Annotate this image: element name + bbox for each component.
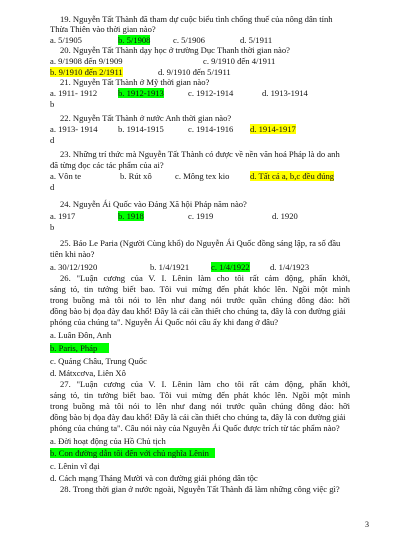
q27-option-d: d. Cách mạng Tháng Mười và con đường giải phóng dân tộc <box>50 473 258 483</box>
q23-answer: d <box>50 182 55 192</box>
q21-option-a: a. 1911- 1912 <box>50 88 98 98</box>
question-26-text-4: đồng bào bị đọa đày đau khổ! Đây là cái cần thiết cho chúng ta, đây là con đường giải <box>50 306 346 316</box>
question-27-text: 27. "Luận cương của V. I. Lênin làm cho tôi rất cảm động, phấn khởi, <box>60 379 350 389</box>
q24-option-c: c. 1919 <box>188 211 214 221</box>
q27-option-b-highlighted: b. Con đường dẫn tôi đến với chủ nghĩa Lênin <box>50 448 215 458</box>
q25-option-a: a. 30/12/1920 <box>50 262 98 272</box>
question-25-text-cont: tiên khi nào? <box>50 249 95 259</box>
question-26-text-5: phóng của chúng ta". Nguyễn Ái Quốc nói câu ấy khi đang ở đâu? <box>50 317 279 327</box>
q23-option-b: b. Rút xô <box>120 171 152 181</box>
q23-option-a: a. Vôn te <box>50 171 82 181</box>
question-26-text-3: trong buồng mà tôi nói to lên như đang nói trước quần chúng đông đảo: hỡi <box>50 295 350 305</box>
q25-option-b: b. 1/4/1921 <box>150 262 190 272</box>
q24-option-b-highlighted: b. 1918 <box>118 211 144 221</box>
q27-option-c: c. Lênin vĩ đại <box>50 461 100 471</box>
q27-option-a: a. Đời hoạt động của Hồ Chủ tịch <box>50 436 166 446</box>
question-19-text-cont: Thừa Thiên vào thời gian nào? <box>50 24 156 34</box>
question-22-text: 22. Nguyễn Tất Thành ở nước Anh thời gian nào? <box>60 113 232 123</box>
q22-option-b: b. 1914-1915 <box>118 124 164 134</box>
q20-option-d: d. 9/1910 đến 5/1911 <box>158 67 231 77</box>
question-19-text: 19. Nguyễn Tất Thành đã tham dự cuộc biểu tình chống thuế của nông dân tỉnh <box>60 14 333 24</box>
q20-option-a: a. 9/1908 đến 9/1909 <box>50 56 123 66</box>
q20-option-c: c. 9/1910 đến 4/1911 <box>203 56 276 66</box>
q22-option-a: a. 1913- 1914 <box>50 124 98 134</box>
q24-option-a: a. 1917 <box>50 211 76 221</box>
q19-option-d: d. 5/1911 <box>240 35 273 45</box>
q19-option-c: c. 5/1906 <box>173 35 205 45</box>
q19-option-a: a. 5/1905 <box>50 35 82 45</box>
q24-option-d: d. 1920 <box>272 211 298 221</box>
question-27-text-3: trong buồng mà tôi nói to lên như đang nói trước quần chúng đông đảo: hỡi <box>50 401 350 411</box>
q23-option-d-highlighted: d. Tất cả a, b,c đều đúng <box>250 171 335 181</box>
q21-option-c: c. 1912-1914 <box>188 88 234 98</box>
question-25-text: 25. Báo Le Paria (Người Cùng khổ) do Nguyễn Ái Quốc đồng sáng lập, ra số đầu <box>60 238 341 248</box>
page-number: 3 <box>365 520 369 529</box>
q22-answer: d <box>50 135 55 145</box>
question-27-text-5: phóng của chúng ta". Câu nói này của Nguyễn Ái Quốc được trích từ tác phẩm nào? <box>50 423 340 433</box>
q25-option-c-highlighted: c. 1/4/1922 <box>211 262 250 272</box>
q21-option-d: d. 1913-1914 <box>262 88 308 98</box>
q21-answer: b <box>50 99 55 109</box>
question-27-text-2: sáng tỏ, tin tưởng biết bao. Tôi vui mừng đến phát khóc lên. Ngồi một mình <box>50 390 350 400</box>
q26-option-a: a. Luân Đôn, Anh <box>50 330 112 340</box>
question-20-text: 20. Nguyễn Tất Thành dạy học ở trường Dục Thanh thời gian nào? <box>60 45 290 55</box>
q19-option-b-highlighted: b. 5/1908 <box>118 35 151 45</box>
question-28-text: 28. Trong thời gian ở nước ngoài, Nguyễn Tất Thành đã làm những công việc gì? <box>60 484 340 494</box>
q22-option-c: c. 1914-1916 <box>188 124 234 134</box>
q23-option-c: c. Mông tex kio <box>175 171 230 181</box>
q24-answer: b <box>50 222 55 232</box>
question-26-text-2: sáng tỏ, tin tưởng biết bao. Tôi vui mừng đến phát khóc lên. Ngồi một mình <box>50 284 350 294</box>
question-23-text-cont: đã từng đọc các tác phẩm của ai? <box>50 160 164 170</box>
q26-option-c: c. Quảng Châu, Trung Quốc <box>50 356 147 366</box>
question-23-text: 23. Những trí thức mà Nguyễn Tất Thành có được về nền văn hoá Pháp là do anh <box>60 149 340 159</box>
q25-option-d: d. 1/4/1923 <box>270 262 310 272</box>
q20-option-b-highlighted: b. 9/1910 đến 2/1911 <box>50 67 123 77</box>
q21-option-b-highlighted: b. 1912-1913 <box>118 88 164 98</box>
question-24-text: 24. Nguyễn Ái Quốc vào Đảng Xã hội Pháp năm nào? <box>60 199 247 209</box>
question-26-text: 26. "Luận cương của V. I. Lênin làm cho tôi rất cảm động, phấn khởi, <box>60 273 350 283</box>
question-27-text-4: đồng bào bị đọa đày đau khổ! Đây là cái cần thiết cho chúng ta, đây là con đường giải <box>50 412 346 422</box>
q26-option-d: d. Mátxcơva, Liên Xô <box>50 368 126 378</box>
q22-option-d-highlighted: d. 1914-1917 <box>250 124 296 134</box>
q26-option-b-highlighted: b. Paris, Pháp <box>50 343 109 353</box>
question-21-text: 21. Nguyễn Tất Thành ở Mỹ thời gian nào? <box>60 77 210 87</box>
